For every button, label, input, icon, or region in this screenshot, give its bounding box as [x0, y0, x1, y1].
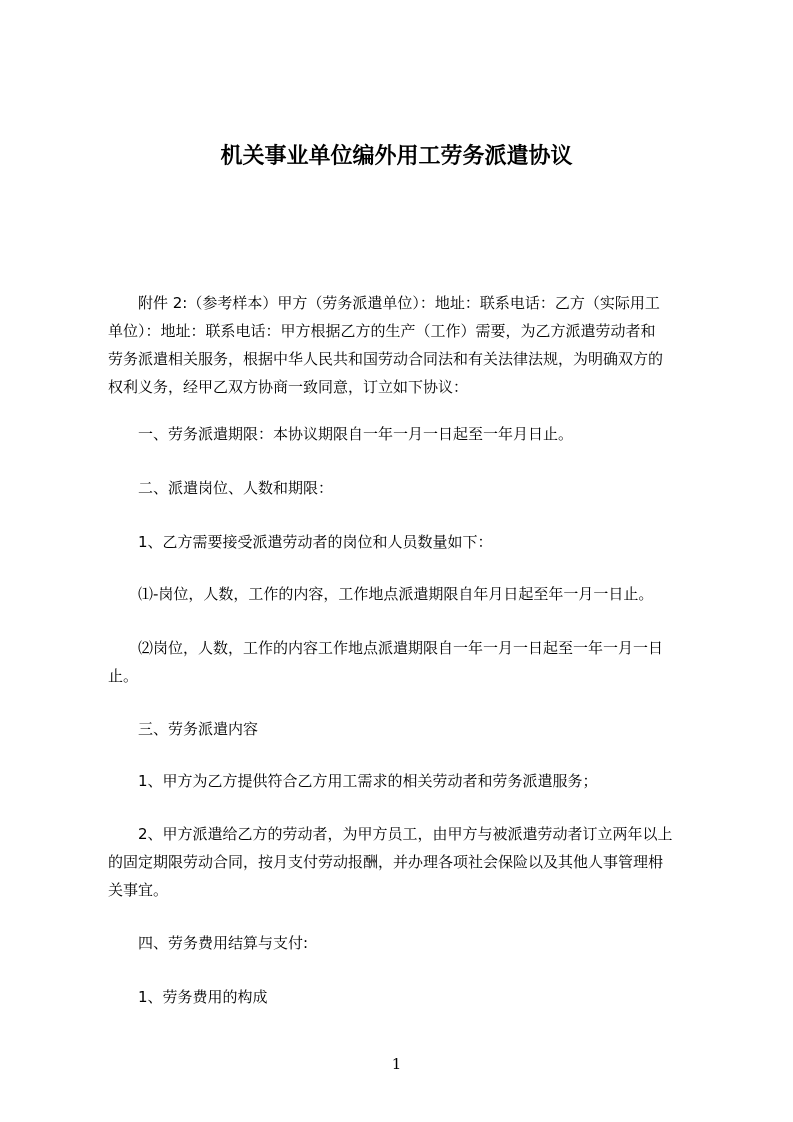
section-3-item-1 [108, 767, 708, 795]
section-2-sub-2 [108, 634, 708, 690]
section-3-item-1-text: 1、甲方为乙方提供符合乙方用工需求的相关劳动者和劳务派遣服务； [138, 772, 598, 790]
section-2-sub-1 [108, 580, 708, 608]
section-2-sub-2-line-2: 止。 [108, 667, 139, 685]
section-3-item-2-line-3: 关事宜。 [108, 881, 169, 899]
section-2-item-1-text: 1、乙方需要接受派遣劳动者的岗位和人员数量如下： [138, 533, 493, 551]
intro-paragraph [108, 289, 708, 401]
section-3-heading [108, 715, 708, 743]
section-4-item-1-text: 1、劳务费用的构成 [138, 988, 268, 1006]
section-2-sub-2-line-1: ⑵岗位，人数，工作的内容工作地点派遣期限自一年一月一日起至一年一月一日 [138, 639, 664, 657]
intro-line-2: 单位）：地址：联系电话：甲方根据乙方的生产（工作）需要，为乙方派遣劳动者和 [108, 322, 656, 340]
intro-line-1: 附件 2:（参考样本）甲方（劳务派遣单位）：地址：联系电话：乙方（实际用工 [138, 294, 660, 312]
section-2-heading [108, 474, 708, 502]
section-3-item-2-line-1: 2、甲方派遣给乙方的劳动者，为甲方员工，由甲方与被派遣劳动者订立两年以上 [138, 825, 673, 843]
section-1-paragraph [108, 420, 708, 448]
section-3-item-2 [108, 820, 708, 904]
section-3-text: 三、劳务派遣内容 [138, 720, 259, 738]
section-2-text: 二、派遣岗位、人数和期限： [138, 479, 334, 497]
section-4-heading [108, 929, 708, 957]
document-title: 机关事业单位编外用工劳务派遣协议 [220, 144, 573, 169]
section-4-item-1 [108, 983, 708, 1011]
section-1-text: 一、劳务派遣期限：本协议期限自一年一月一日起至一年月日止。 [138, 425, 574, 443]
section-3-item-2-line-2: 的固定期限劳动合同，按月支付劳动报酬，并办理各项社会保险以及其他人事管理枏 [108, 853, 664, 871]
page-number: 1 [391, 1055, 402, 1073]
section-2-sub-1-text: ⑴-岗位，人数，工作的内容，工作地点派遣期限自年月日起至年一月一日止。 [138, 585, 654, 603]
intro-line-4: 权利义务，经甲乙双方协商一致同意，订立如下协议： [108, 378, 469, 396]
section-4-text: 四、劳务费用结算与支付: [138, 934, 309, 952]
intro-line-3: 劳务派遣相关服务，根据中华人民共和国劳动合同法和有关法律法规，为明确双方的 [108, 350, 664, 368]
section-2-item-1 [108, 528, 708, 556]
